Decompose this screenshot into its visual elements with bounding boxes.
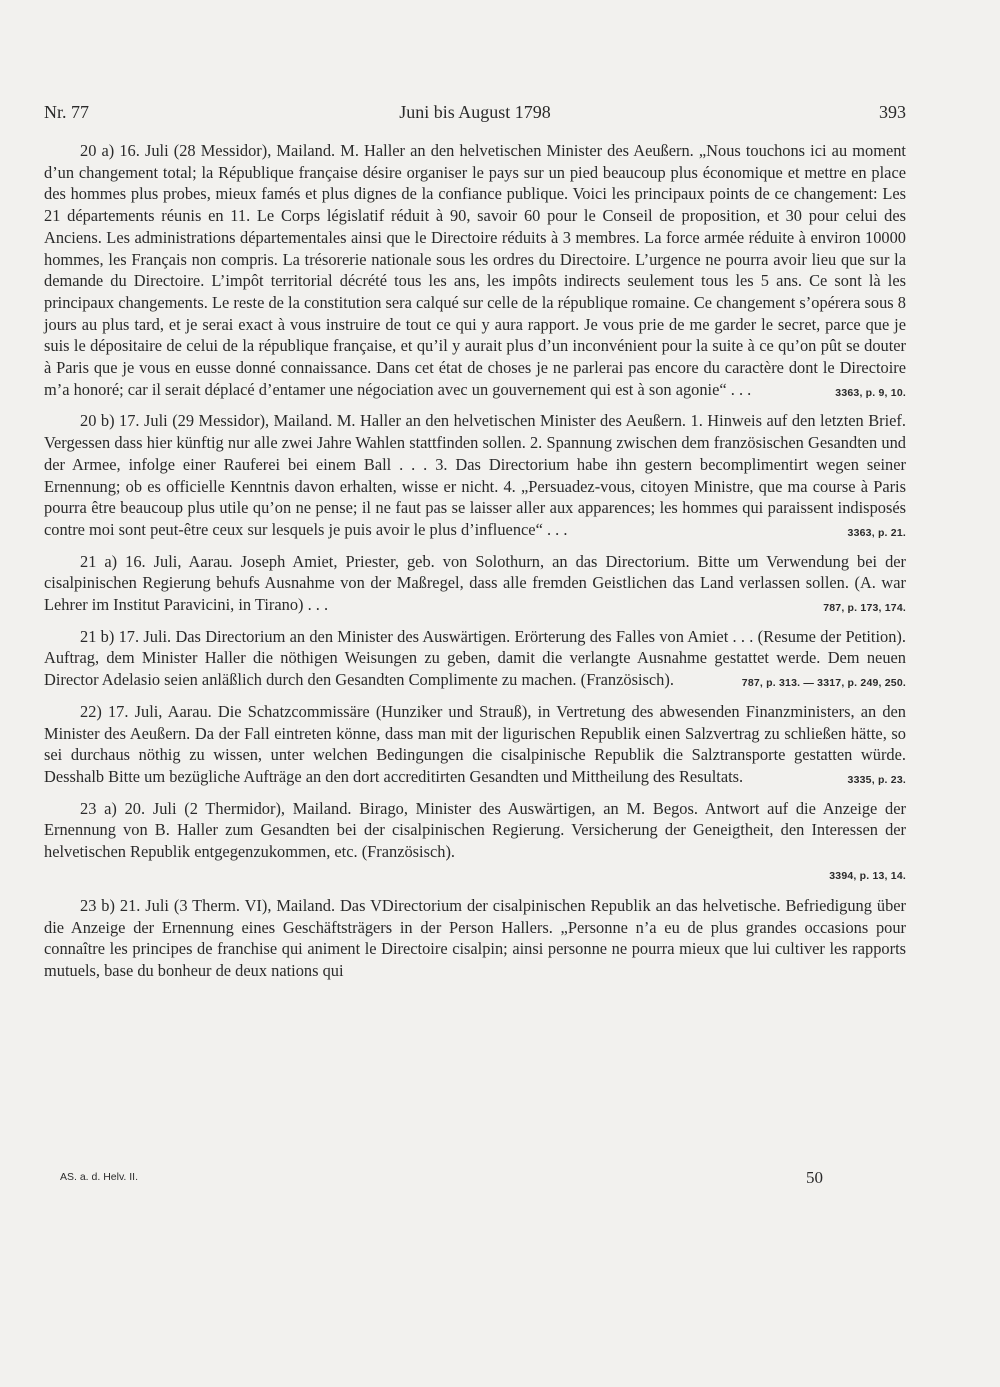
entry-22 bbox=[44, 701, 906, 788]
sheet-number: 50 bbox=[806, 1168, 823, 1187]
running-title: Juni bis August 1798 bbox=[399, 102, 551, 122]
entry-20a bbox=[44, 140, 906, 400]
entry-text: 21 a) 16. Juli, Aarau. Joseph Amiet, Priester, geb. von Solothurn, an das Directorium. Bitte um Verwendung bei der cisalpinischen Regierung behufs Ausnahme von der Maßregel, dass alle fremden Geistlichen das Land verlassen sollen. (A. war Lehrer im Institut Paravicini, in Tirano) . . . 787, p. 173, 174. bbox=[44, 551, 906, 616]
archive-reference: 787, p. 173, 174. bbox=[823, 602, 906, 615]
archive-reference: 3363, p. 21. bbox=[847, 526, 906, 539]
archive-reference: 3394, p. 13, 14. bbox=[829, 869, 906, 882]
entry-21b bbox=[44, 626, 906, 691]
entry-21a bbox=[44, 551, 906, 616]
entry-text: 23 a) 20. Juli (2 Thermidor), Mailand. Birago, Minister des Auswärtigen, an M. Begos. Antwort auf die Anzeige der Ernennung von B. Haller zum Gesandten bei der cisalpinischen Regierung. Versicherung der Geneigtheit, den Interessen der helvetischen Republik entgegenzukommen, etc. (Französisch). bbox=[44, 798, 906, 862]
document-body bbox=[44, 140, 906, 992]
page-number: 393 bbox=[879, 102, 906, 122]
entry-text: 23 b) 21. Juli (3 Therm. VI), Mailand. Das VDirectorium der cisalpinischen Republik an das helvetische. Befriedigung über die Anzeige der Ernennung eines Geschäftsträgers in der Person Hallers. „Personne n’a eu de plus grandes occasions pour connaître les principes de franchise qui animent le Directoire cisalpin; ainsi personne ne pourra mieux que lui cultiver les rapports mutuels, base du bonheur de deux nations qui bbox=[44, 895, 906, 980]
entry-text: 20 a) 16. Juli (28 Messidor), Mailand. M. Haller an den helvetischen Minister des Aeußern. „Nous touchons ici au moment d’un changement total; la République française désire organiser le pays sur un pied beaucoup plus économique et mettre en place des hommes plus probes, mieux famés et plus dignes de la confiance publique. Voici les principaux points de ce changement: Les 21 départements réunis en 11. Le Corps législatif réduit à 90, savoir 60 pour le Conseil de proposition, et 30 pour celui des Anciens. Les administrations départementales ainsi que le Directoire réduits à 3 membres. La force armée réduite à environ 10000 hommes, les Français non compris. La trésorerie nationale sous les ordres du Directoire. L’urgence ne pourra avoir lieu que sur la demande du Directoire. L’impôt territorial décrété tous les ans, les impôts indirects seulement tous les 5 ans. Ce sont là les principaux changements. Le reste de la constitution sera calqué sur celle de la république romaine. Ce changement s’opérera sous 8 jours au plus tard, et je serai exact à vous instruire de tout ce qui y aura rapport. Je vous prie de me garder le secret, parce que je suis le dépositaire de celui de la république française, et qu’il y aurait plus d’un inconvénient pour la suite à ce qu’on pût se douter à Paris que je vous en eusse donné connaissance. Dans cet état de choses je ne parlerai pas encore du caractère dont le Directoire m’a honoré; car il serait déplacé d’entamer une négociation avec un gouvernement qui est à son agonie“ . . . 3363, p. 9, 10. bbox=[44, 140, 906, 400]
archive-reference: 3363, p. 9, 10. bbox=[835, 386, 906, 399]
entry-text: 22) 17. Juli, Aarau. Die Schatzcommissäre (Hunziker und Strauß), in Vertretung des abwesenden Finanzministers, an den Minister des Aeußern. Da der Fall eintreten könne, dass man mit der ligurischen Republik einen Salzvertrag zu schließen hätte, so sei durchaus nöthig zu wissen, unter welchen Bedingungen die cisalpinische Republik die Salztransporte gestatten würde. Desshalb Bitte um bezügliche Aufträge an den dort accreditirten Gesandten und Mittheilung des Resultats. 3335, p. 23. bbox=[44, 701, 906, 788]
entry-text: 20 b) 17. Juli (29 Messidor), Mailand. M. Haller an den helvetischen Minister des Aeußern. 1. Hinweis auf den letzten Brief. Vergessen dass hier künftig nur alle zwei Jahre Wahlen stattfinden sollen. 2. Spannung zwischen dem französischen Gesandten und der Armee, infolge einer Rauferei bei einem Ball . . . 3. Das Directorium habe ihn gestern becomplimentirt wegen seiner Ernennung; ob es officielle Kenntnis davon erhalten, wisse er nicht. 4. „Persuadez-vous, citoyen Ministre, que ma course à Paris pourra être beaucoup plus utile qu’on ne pense; il ne faut pas se laisser aller aux apparences; les hommes qui paraissent indisposés contre moi sont peut-être ceux sur lesquels je puis avoir le plus d’influence“ . . . 3363, p. 21. bbox=[44, 410, 906, 540]
entry-23b bbox=[44, 895, 906, 982]
entry-23a bbox=[44, 798, 906, 885]
entry-text: 21 b) 17. Juli. Das Directorium an den Minister des Auswärtigen. Erörterung des Falles von Amiet . . . (Resume der Petition). Auftrag, dem Minister Haller die nöthigen Weisungen zu geben, damit die verlangte Ausnahme gestattet werde. Dem neuen Director Adelasio seien anläßlich durch den Gesandten Complimente zu machen. (Französisch). 787, p. 313. — 3317, p. 249, 250. bbox=[44, 626, 906, 691]
entry-20b bbox=[44, 410, 906, 540]
archive-reference: 3335, p. 23. bbox=[847, 773, 906, 786]
archive-reference: 787, p. 313. — 3317, p. 249, 250. bbox=[741, 677, 906, 690]
document-number: Nr. 77 bbox=[44, 102, 89, 122]
running-header bbox=[44, 101, 906, 123]
signature-mark: AS. a. d. Helv. II. bbox=[60, 1171, 139, 1183]
